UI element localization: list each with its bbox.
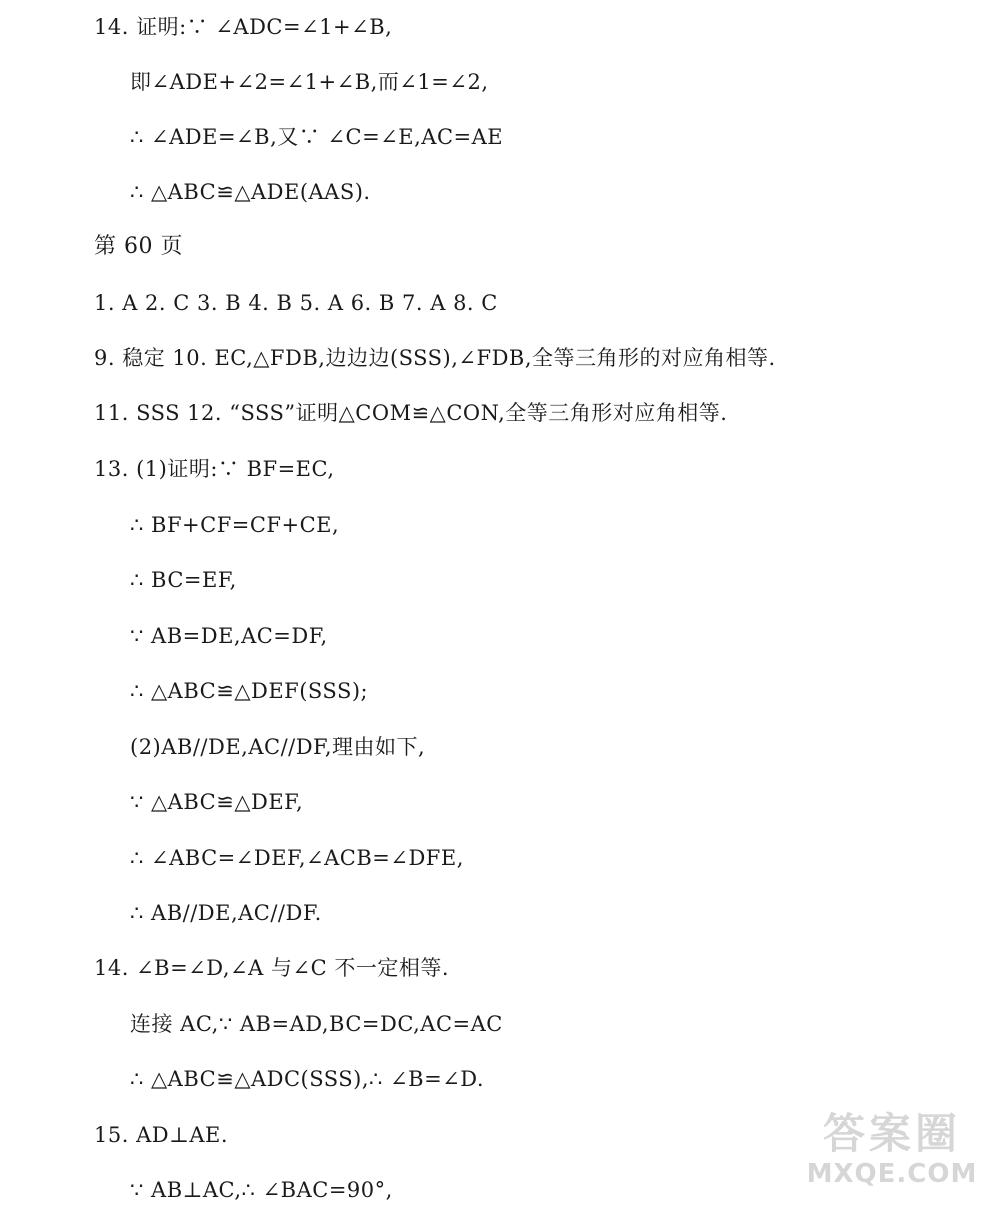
text-line: 15. AD⊥AE. [94,1123,228,1147]
page-section-heading: 第 60 页 [94,234,183,259]
text-line: 11. SSS 12. “SSS”证明△COM≌△CON,全等三角形对应角相等. [94,401,728,425]
watermark-url: MXQE.COM [806,1159,978,1189]
text-line: ∴ BF+CF=CF+CE, [130,513,340,537]
text-line: ∴ AB//DE,AC//DF. [130,901,322,925]
text-line: 13. (1)证明:∵ BF=EC, [94,457,335,481]
text-line: ∵ AB=DE,AC=DF, [130,624,328,648]
text-line: ∴ △ABC≌△ADE(AAS). [130,180,371,204]
text-line: 连接 AC,∵ AB=AD,BC=DC,AC=AC [130,1012,503,1036]
text-line: ∴ ∠ABC=∠DEF,∠ACB=∠DFE, [130,846,464,870]
text-line: (2)AB//DE,AC//DF,理由如下, [130,735,426,759]
text-line: ∵ AB⊥AC,∴ ∠BAC=90°, [130,1178,393,1202]
text-line: 即∠ADE+∠2=∠1+∠B,而∠1=∠2, [130,70,489,94]
watermark-title: 答案圈 [822,1109,961,1158]
text-line: 1. A 2. C 3. B 4. B 5. A 6. B 7. A 8. C [94,291,498,315]
watermark-logo [802,1110,982,1200]
text-line: 14. ∠B=∠D,∠A 与∠C 不一定相等. [94,956,450,980]
text-line: ∴ △ABC≌△ADC(SSS),∴ ∠B=∠D. [130,1067,485,1091]
text-line: ∴ △ABC≌△DEF(SSS); [130,679,369,703]
text-line: ∵ △ABC≌△DEF, [130,790,304,814]
text-line: ∴ BC=EF, [130,568,237,592]
text-line: ∴ ∠ADE=∠B,又∵ ∠C=∠E,AC=AE [130,125,504,149]
text-line: 9. 稳定 10. EC,△FDB,边边边(SSS),∠FDB,全等三角形的对应角相等. [94,346,776,370]
text-line: 14. 证明:∵ ∠ADC=∠1+∠B, [94,15,393,39]
